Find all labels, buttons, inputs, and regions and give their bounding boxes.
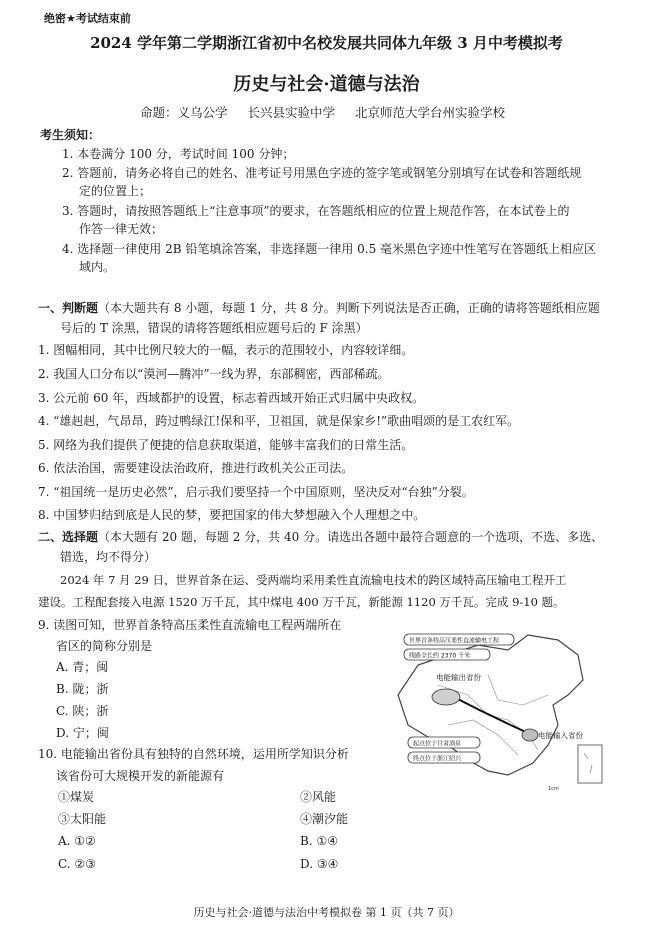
output-province-shape: [432, 689, 460, 705]
judge-item-6: 6. 依法治国，需要建设法治政府，推进行政机关公正司法。: [38, 461, 354, 475]
judge-item-1: 1. 图幅相同，其中比例尺较大的一幅，表示的范围较小，内容较详细。: [38, 343, 414, 357]
q10-choice-3: ③太阳能: [58, 812, 107, 826]
legend-text-4: 终点位于浙江绍兴: [413, 755, 462, 763]
section1-desc: （本大题共有 8 小题，每题 1 分，共 8 分。判断下列说法是否正确，正确的请将答题纸相应题: [98, 301, 600, 315]
q10-option-a: A. ①②: [58, 834, 96, 848]
authors-label: 命题：: [139, 105, 178, 120]
notice-item-3: 3. 答题时，请按照答题纸上“注意事项”的要求，在答题纸相应的位置上规范作答，在本试卷上的: [62, 204, 570, 218]
judge-item-3: 3. 公元前 60 年，西域都护的设置，标志着西域开始正式归属中央政权。: [38, 391, 425, 405]
subject-title: 历史与社会·道德与法治: [233, 74, 420, 95]
q9-option-b: B. 陇；浙: [56, 682, 109, 696]
legend-text-2: 线路全长约 2370 千米: [409, 652, 471, 660]
q9-stem-cont: 省区的简称分别是: [56, 639, 153, 653]
scale-label: 1cm: [548, 786, 559, 792]
q9-stem: 9. 读图可知，世界首条特高压柔性直流输电工程两端所在: [38, 618, 342, 632]
exam-title: 2024 学年第二学期浙江省初中名校发展共同体九年级 3 月中考模拟考: [90, 34, 563, 52]
notice-item-4-cont: 域内。: [79, 260, 116, 274]
author-school-2: 长兴县实验中学: [247, 105, 336, 120]
page-footer: 历史与社会·道德与法治中考模拟卷 第 1 页（共 7 页）: [193, 906, 460, 919]
input-province-label: 电能输入省份: [538, 731, 583, 740]
q10-choice-2: ②风能: [300, 790, 337, 804]
output-province-label: 电能输出省份: [436, 673, 481, 682]
legend-text-1: 世界首条特高压柔性直流输电工程: [409, 637, 500, 645]
notice-title: 考生须知：: [40, 128, 101, 142]
notice-item-1: 1. 本卷满分 100 分，考试时间 100 分钟；: [62, 147, 295, 161]
section2-desc: （本大题有 20 题，每题 2 分，共 40 分。请选出各题中最符合题意的一个选项，不选、多选、: [98, 530, 604, 544]
judge-item-4: 4. “雄赳赳，气昂昂，跨过鸭绿江!保和平，卫祖国，就是保家乡!”歌曲唱颂的是工农红军。: [38, 414, 520, 428]
judge-item-8: 8. 中国梦归结到底是人民的梦，要把国家的伟大梦想融入个人理想之中。: [38, 508, 426, 522]
legend-text-3: 起点位于甘肃酒泉: [413, 740, 462, 748]
notice-item-4: 4. 选择题一律使用 2B 铅笔填涂答案，非选择题一律用 0.5 毫米黑色字迹中性笔写在答题纸上相应区: [62, 242, 597, 256]
section2-header: [38, 529, 603, 546]
section1-label: 一、判断题: [38, 301, 99, 315]
q9-option-c: C. 陕；浙: [56, 704, 109, 718]
china-map-figure: [378, 625, 610, 793]
q10-choice-1: ①煤炭: [58, 790, 95, 804]
south-sea-inset: [578, 745, 602, 783]
judge-item-2: 2. 我国人口分布以“漠河—腾冲”一线为界，东部稠密，西部稀疏。: [38, 367, 390, 381]
authors-line: [0, 103, 653, 121]
transmission-line: [450, 695, 528, 733]
author-school-1: 义乌公学: [177, 105, 228, 120]
q9-option-d: D. 宁；闽: [56, 726, 109, 740]
q10-option-c: C. ②③: [58, 857, 96, 871]
notice-item-3-cont: 作答一律无效；: [79, 222, 164, 236]
q10-choice-4: ④潮汐能: [300, 812, 349, 826]
province-line-3: [488, 675, 548, 705]
section1-desc-cont: 号后的 T 涂黑，错误的请将答题纸相应题号后的 F 涂黑）: [60, 321, 368, 335]
judge-item-5: 5. 网络为我们提供了便捷的信息获取渠道，能够丰富我们的日常生活。: [38, 438, 414, 452]
q10-stem: 10. 电能输出省份具有独特的自然环境，运用所学知识分析: [38, 747, 349, 761]
notice-item-2: 2. 答题前，请务必将自己的姓名、准考证号用黑色字迹的签字笔或钢笔分别填写在试卷和答题纸规: [62, 166, 582, 180]
material-line-2: 建设。工程配套接入电源 1520 万千瓦，其中煤电 400 万千瓦，新能源 1120 万千瓦。完成 9-10 题。: [38, 595, 565, 609]
author-school-3: 北京师范大学台州实验学校: [355, 105, 506, 120]
q9-option-a: A. 青；闽: [56, 660, 109, 674]
judge-item-7: 7. “祖国统一是历史必然”，启示我们要坚持一个中国原则，坚决反对“台独”分裂。: [38, 485, 474, 499]
q10-stem-cont: 该省份可大规模开发的新能源有: [56, 769, 225, 783]
notice-item-2-cont: 定的位置上；: [79, 184, 152, 198]
section1-header: [38, 300, 600, 317]
q10-option-b: B. ①④: [300, 834, 338, 848]
section2-label: 二、选择题: [38, 530, 99, 544]
material-line-1: 2024 年 7 月 29 日，世界首条在运、受两端均采用柔性直流输电技术的跨区域特高压输电工程开工: [60, 573, 567, 587]
q10-option-d: D. ③④: [300, 857, 339, 871]
south-sea-islands: [584, 753, 592, 773]
section2-desc-cont: 错选，均不得分）: [60, 550, 157, 564]
input-province-shape: [522, 729, 538, 741]
confidential-mark: 绝密★考试结束前: [44, 12, 131, 25]
transmission-map: [378, 625, 610, 793]
